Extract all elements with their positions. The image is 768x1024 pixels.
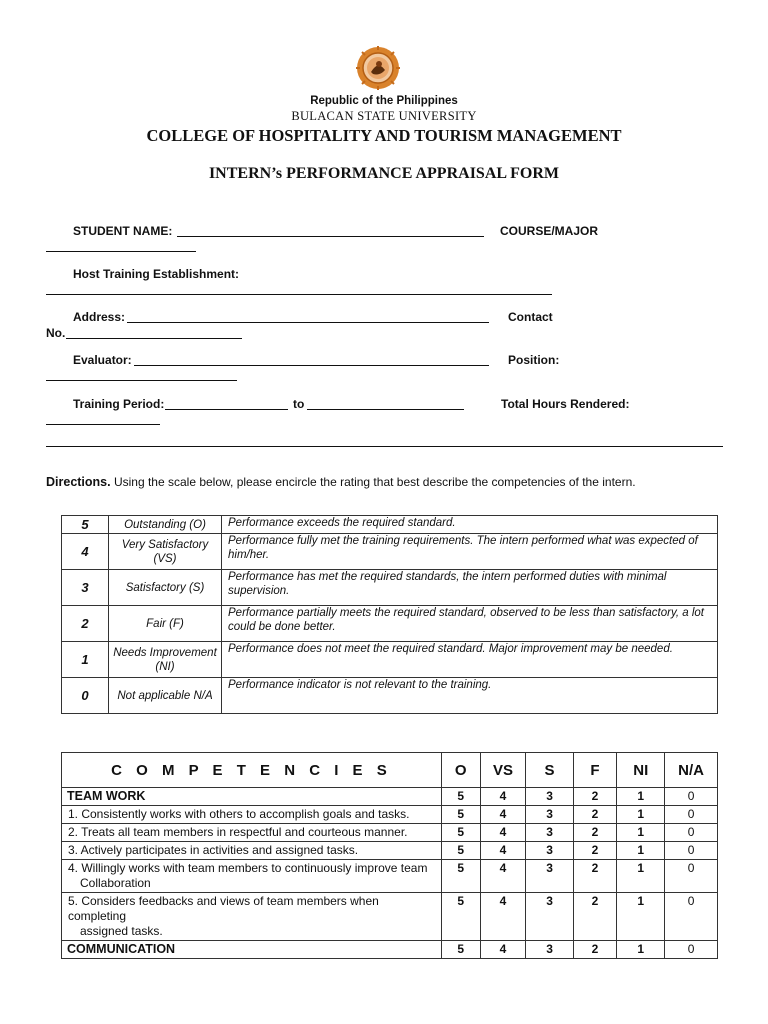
republic-text: Republic of the Philippines	[310, 95, 458, 107]
rating-option[interactable]: 0	[665, 806, 718, 824]
evaluator-blank[interactable]	[134, 354, 489, 366]
to-label: to	[293, 397, 305, 411]
rating-option[interactable]: 1	[617, 806, 665, 824]
position-blank[interactable]	[46, 369, 237, 381]
column-header: NI	[617, 753, 665, 788]
rating-option[interactable]: 4	[480, 941, 526, 959]
competency-line-continued: assigned tasks.	[80, 924, 163, 938]
directions-label: Directions.	[46, 475, 111, 489]
competencies-table	[61, 752, 718, 959]
rating-option[interactable]: 5	[441, 893, 480, 941]
rating-option[interactable]: 2	[573, 824, 617, 842]
rating-option[interactable]: 5	[441, 860, 480, 893]
position-label: Position:	[508, 353, 560, 367]
competency-row	[62, 824, 718, 842]
rating-option[interactable]: 2	[573, 788, 617, 806]
section-title: TEAM WORK	[62, 788, 442, 806]
rating-option[interactable]: 4	[480, 842, 526, 860]
rating-option[interactable]: 0	[665, 893, 718, 941]
contact-label: Contact	[508, 310, 553, 324]
rating-option[interactable]: 1	[617, 824, 665, 842]
competency-text	[62, 824, 442, 842]
rating-option[interactable]: 2	[573, 941, 617, 959]
competency-line-continued: Collaboration	[80, 876, 151, 890]
student-name-label: STUDENT NAME:	[73, 224, 173, 238]
scale-number: 4	[62, 534, 109, 570]
university-name: BULACAN STATE UNIVERSITY	[291, 109, 477, 123]
period-to-blank[interactable]	[307, 398, 464, 410]
scale-number: 5	[62, 516, 109, 534]
rating-option[interactable]: 4	[480, 860, 526, 893]
scale-number: 1	[62, 642, 109, 678]
scale-label: Needs Improvement (NI)	[109, 642, 222, 678]
competency-row	[62, 893, 718, 941]
competency-row	[62, 806, 718, 824]
competency-row	[62, 860, 718, 893]
rating-option[interactable]: 5	[441, 842, 480, 860]
section-row	[62, 788, 718, 806]
scale-row	[62, 570, 718, 606]
contact-no-label: No.	[46, 326, 66, 340]
section-row	[62, 941, 718, 959]
rating-option[interactable]: 4	[480, 893, 526, 941]
directions-text: Using the scale below, please encircle the rating that best describe the competencies of the intern.	[113, 475, 636, 489]
rating-option[interactable]: 1	[617, 860, 665, 893]
rating-option[interactable]: 5	[441, 788, 480, 806]
period-from-blank[interactable]	[165, 398, 288, 410]
course-major-blank[interactable]	[46, 240, 196, 252]
host-blank[interactable]	[46, 283, 552, 295]
university-seal-logo	[356, 46, 400, 90]
column-header: O	[441, 753, 480, 788]
divider-line	[46, 446, 723, 447]
competencies-body	[62, 788, 718, 959]
scale-description: Performance indicator is not relevant to the training.	[222, 678, 718, 714]
competency-text	[62, 806, 442, 824]
scale-label: Very Satisfactory (VS)	[109, 534, 222, 570]
rating-option[interactable]: 1	[617, 788, 665, 806]
rating-option[interactable]: 3	[526, 893, 573, 941]
address-label: Address:	[73, 310, 126, 324]
rating-scale-table	[61, 515, 718, 714]
rating-option[interactable]: 2	[573, 893, 617, 941]
rating-option[interactable]: 2	[573, 806, 617, 824]
host-label: Host Training Establishment:	[73, 267, 240, 281]
rating-option[interactable]: 3	[526, 842, 573, 860]
column-header: VS	[480, 753, 526, 788]
competency-line: 4. Willingly works with team members to continuously improve team	[68, 861, 428, 875]
address-blank[interactable]	[127, 311, 489, 323]
evaluator-label: Evaluator:	[73, 353, 132, 367]
rating-option[interactable]: 3	[526, 824, 573, 842]
competency-row	[62, 842, 718, 860]
training-period-label: Training Period:	[73, 397, 165, 411]
competency-text	[62, 860, 442, 893]
scale-label: Satisfactory (S)	[109, 570, 222, 606]
column-header: S	[526, 753, 573, 788]
total-hours-label: Total Hours Rendered:	[501, 397, 630, 411]
rating-option[interactable]: 5	[441, 824, 480, 842]
scale-label: Not applicable N/A	[109, 678, 222, 714]
rating-option[interactable]: 5	[441, 806, 480, 824]
rating-option[interactable]: 0	[665, 941, 718, 959]
competency-line: 1. Consistently works with others to accomplish goals and tasks.	[68, 807, 410, 821]
scale-row	[62, 534, 718, 570]
competency-line: 2. Treats all team members in respectful and courteous manner.	[68, 825, 408, 839]
scale-description: Performance exceeds the required standard.	[222, 516, 718, 534]
scale-row	[62, 678, 718, 714]
scale-description: Performance partially meets the required standard, observed to be less than satisfactory, a lot could be done better.	[222, 606, 718, 642]
competencies-header-row	[62, 753, 718, 788]
course-major-label: COURSE/MAJOR	[500, 224, 599, 238]
column-header: N/A	[665, 753, 718, 788]
rating-option[interactable]: 2	[573, 860, 617, 893]
scale-label: Fair (F)	[109, 606, 222, 642]
scale-description: Performance does not meet the required standard. Major improvement may be needed.	[222, 642, 718, 678]
rating-option[interactable]: 2	[573, 842, 617, 860]
scale-number: 2	[62, 606, 109, 642]
scale-label: Outstanding (O)	[109, 516, 222, 534]
rating-option[interactable]: 3	[526, 860, 573, 893]
rating-option[interactable]: 3	[526, 806, 573, 824]
rating-option[interactable]: 5	[441, 941, 480, 959]
competency-text	[62, 842, 442, 860]
competency-line: 3. Actively participates in activities and assigned tasks.	[68, 843, 359, 857]
rating-option[interactable]: 3	[526, 941, 573, 959]
rating-option[interactable]: 1	[617, 842, 665, 860]
total-hours-blank[interactable]	[46, 413, 160, 425]
competency-line: 5. Considers feedbacks and views of team members when completing	[68, 894, 379, 923]
scale-row	[62, 516, 718, 534]
scale-description: Performance has met the required standards, the intern performed duties with minimal supervision.	[222, 570, 718, 606]
column-header: F	[573, 753, 617, 788]
scale-number: 3	[62, 570, 109, 606]
scale-row	[62, 642, 718, 678]
rating-option[interactable]: 4	[480, 824, 526, 842]
rating-option[interactable]: 3	[526, 788, 573, 806]
student-name-blank[interactable]	[177, 225, 484, 237]
contact-blank[interactable]	[66, 327, 242, 339]
rating-option[interactable]: 4	[480, 806, 526, 824]
rating-option[interactable]: 0	[665, 842, 718, 860]
competencies-title: C O M P E T E N C I E S	[62, 753, 442, 788]
directions	[46, 475, 636, 489]
rating-option[interactable]: 4	[480, 788, 526, 806]
scale-description: Performance fully met the training requirements. The intern performed what was expected of him/her.	[222, 534, 718, 570]
rating-option[interactable]: 0	[665, 788, 718, 806]
form-title: INTERN’s PERFORMANCE APPRAISAL FORM	[208, 165, 560, 182]
rating-option[interactable]: 0	[665, 824, 718, 842]
scale-number: 0	[62, 678, 109, 714]
scale-row	[62, 606, 718, 642]
rating-option[interactable]: 1	[617, 941, 665, 959]
college-name: COLLEGE OF HOSPITALITY AND TOURISM MANAGEMENT	[146, 126, 622, 145]
rating-option[interactable]: 0	[665, 860, 718, 893]
competency-text	[62, 893, 442, 941]
section-title: COMMUNICATION	[62, 941, 442, 959]
rating-option[interactable]: 1	[617, 893, 665, 941]
